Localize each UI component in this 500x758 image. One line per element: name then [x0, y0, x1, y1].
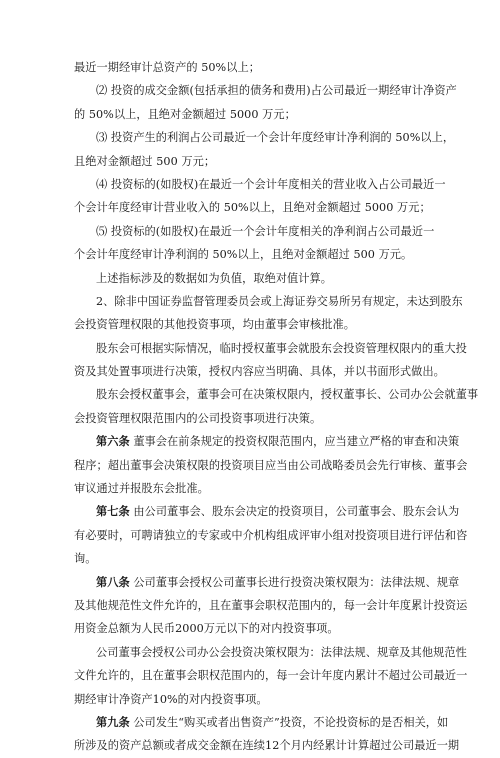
- line-text: 公司发生“购买或者出售资产”投资，不论投资标的是否相关，如: [129, 715, 449, 729]
- text-line: [74, 547, 430, 570]
- line-text: 及其他规范性文件允许的，且在董事会职权范围内的，每一会计年度累计投资运: [74, 598, 468, 612]
- article-number: 第六条: [96, 434, 130, 449]
- line-text: 2、除非中国证券监督管理委员会或上海证券交易所另有规定，未达到股东: [96, 294, 463, 308]
- line-text: 有必要时，可聘请独立的专家或中介机构组成评审小组对投资项目进行评估和咨: [74, 528, 468, 542]
- article-number: 第九条: [96, 714, 130, 729]
- text-line: [74, 56, 430, 79]
- text-line: [74, 383, 479, 406]
- line-text: 公司董事会授权公司董事长进行投资决策权限为：法律法规、规章: [129, 575, 460, 589]
- line-text: 会投资管理权限范围内的公司投资事项进行决策。: [74, 411, 322, 425]
- line-text: 文件允许的，且在董事会职权范围内的，每一会计年度内累计不超过公司最近一: [74, 669, 468, 683]
- text-line: [74, 430, 460, 453]
- text-line: [74, 173, 446, 196]
- line-text: 股东会授权董事会，董事会可在决策权限内，授权董事长、公司办公会就董事: [96, 388, 479, 402]
- line-text: 个会计年度经审计营业收入的 50%以上，且绝对金额超过 5000 万元；: [74, 201, 431, 215]
- text-line: [74, 103, 430, 126]
- article-number: 第七条: [96, 504, 130, 519]
- line-text: 用资金总额为人民币2000万元以下的对内投资事项。: [74, 622, 339, 636]
- line-text: 期经审计净资产10%的对内投资事项。: [74, 692, 268, 706]
- text-line: [74, 571, 460, 594]
- text-line: [74, 641, 467, 664]
- line-text: 且绝对金额超过 500 万元；: [74, 154, 216, 168]
- line-text: 个会计年度经审计净利润的 50%以上，且绝对金额超过 500 万元。: [74, 248, 413, 262]
- line-text: ⑶ 投资产生的利润占公司最近一个会计年度经审计净利润的 50%以上，: [96, 131, 455, 145]
- line-text: 董事会在前条规定的投资权限范围内，应当建立严格的审查和决策: [129, 435, 460, 449]
- text-line: [74, 79, 457, 102]
- text-line: [74, 243, 430, 266]
- text-line: [74, 688, 430, 711]
- line-text: ⑷ 投资标的(如股权)在最近一个会计年度相关的营业收入占公司最近一: [96, 177, 446, 191]
- line-text: 资及其处置事项进行决策，授权内容应当明确、具体，并以书面形式做出。: [74, 365, 445, 379]
- article-number: 第八条: [96, 574, 130, 589]
- line-text: 程序；超出董事会决策权限的投资项目应当由公司战略委员会先行审核、董事会: [74, 458, 468, 472]
- text-line: [74, 313, 430, 336]
- line-text: 最近一期经审计总资产的 50%以上；: [74, 61, 260, 74]
- text-line: [74, 734, 460, 757]
- text-line: [74, 337, 467, 360]
- line-text: 会投资管理权限的其他投资事项，均由董事会审核批准。: [74, 318, 355, 332]
- document-body: [74, 56, 479, 758]
- text-line: [74, 267, 430, 290]
- line-text: 上述指标涉及的数据如为负值，取绝对值计算。: [96, 271, 332, 285]
- text-line: [74, 220, 435, 243]
- text-line: [74, 477, 430, 500]
- line-text: 所涉及的资产总额或者成交金额在连续12个月内经累计计算超过公司最近一期: [74, 739, 460, 753]
- text-line: [74, 500, 460, 523]
- line-text: 的 50%以上，且绝对金额超过 5000 万元；: [74, 107, 296, 121]
- text-line: [74, 290, 463, 313]
- line-text: 询。: [74, 552, 97, 566]
- line-text: 审议通过并报股东会批准。: [74, 482, 209, 496]
- text-line: [74, 617, 430, 640]
- line-text: 由公司董事会、股东会决定的投资项目，公司董事会、股东会认为: [129, 505, 460, 519]
- line-text: 股东会可根据实际情况，临时授权董事会就股东会投资管理权限内的重大投: [96, 341, 467, 355]
- text-line: [74, 524, 468, 547]
- text-line: [74, 711, 449, 734]
- text-line: [74, 360, 445, 383]
- text-line: [74, 196, 430, 219]
- text-line: [74, 594, 468, 617]
- line-text: ⑸ 投资标的(如股权)在最近一个会计年度相关的净利润占公司最近一: [96, 224, 435, 238]
- text-line: [74, 664, 468, 687]
- text-line: [74, 407, 430, 430]
- text-line: [74, 150, 430, 173]
- line-text: ⑵ 投资的成交金额(包括承担的债务和费用)占公司最近一期经审计净资产: [96, 84, 457, 98]
- line-text: 公司董事会授权公司办公会投资决策权限为：法律法规、规章及其他规范性: [96, 645, 467, 659]
- text-line: [74, 126, 455, 149]
- text-line: [74, 454, 468, 477]
